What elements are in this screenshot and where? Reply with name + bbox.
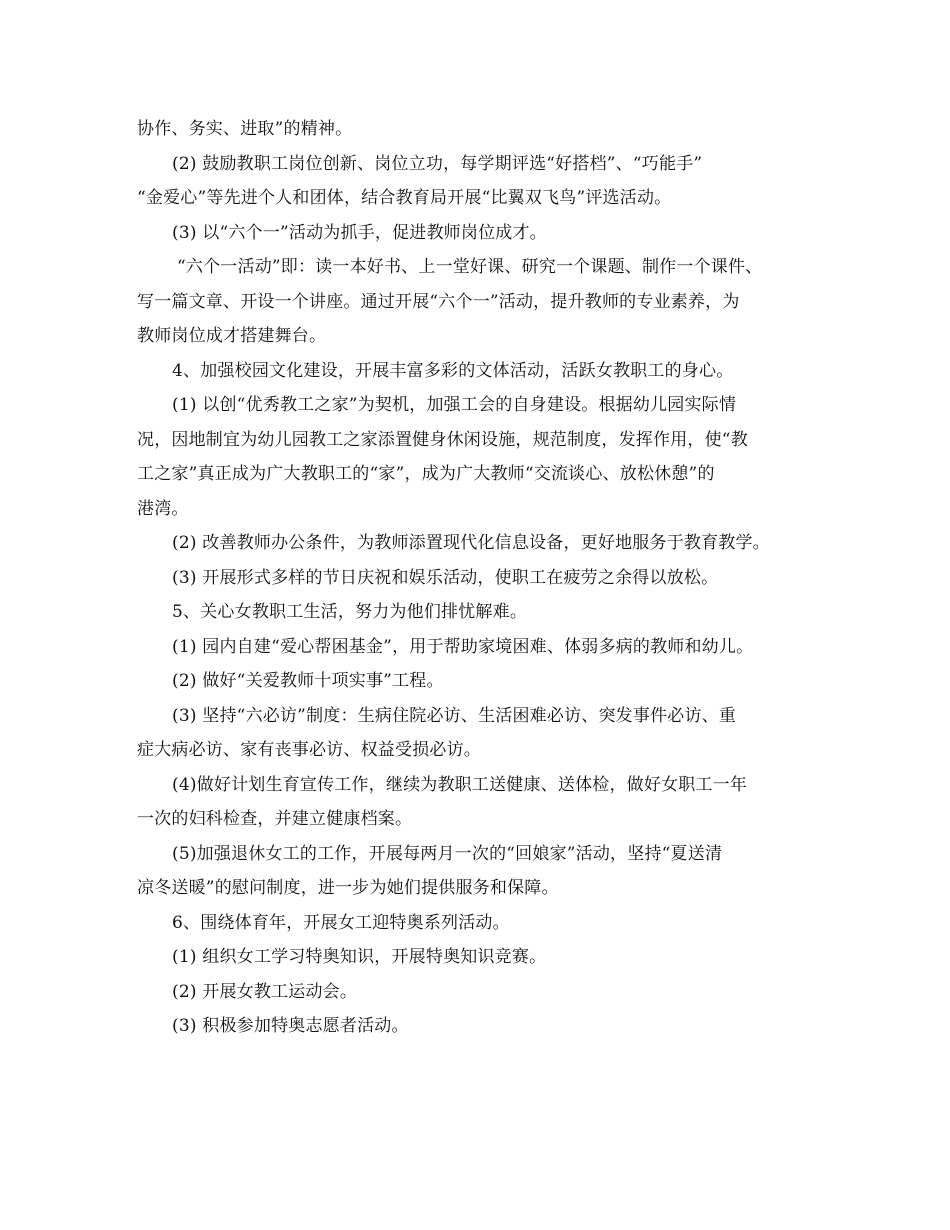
paragraph-line: 教师岗位成才搭建舞台。 [137,326,327,346]
paragraph-line: (3) 积极参加特奥志愿者活动。 [172,1016,409,1036]
paragraph-line: (2) 鼓励教职工岗位创新、岗位立功，每学期评选“好搭档”、“巧能手” [172,153,703,174]
paragraph-line: 写一篇文章、开设一个讲座。通过开展“六个一”活动，提升教师的专业素养，为 [137,291,740,312]
paragraph-line: (2) 开展女教工运动会。 [172,981,358,1002]
paragraph-line: 工之家”真正成为广大教职工的“家”，成为广大教师“交流谈心、放松休憩”的 [137,464,715,484]
paragraph-line: 协作、务实、进取”的精神。 [137,119,353,139]
paragraph-line: (3) 坚持“六必访”制度：生病住院必访、生活困难必访、突发事件必访、重 [172,705,737,726]
paragraph-line: (4)做好计划生育宣传工作，继续为教职工送健康、送体检，做好女职工一年 [172,774,748,795]
section-heading-line: 4、加强校园文化建设，开展丰富多彩的文体活动，活跃女教职工的身心。 [172,360,734,381]
section-heading-line: 5、关心女教职工生活，努力为他们排忧解难。 [172,602,528,622]
paragraph-line: (5)加强退休女工的工作，开展每两月一次的“回娘家”活动，坚持“夏送清 [172,843,723,864]
paragraph-line: (1) 以创“优秀教工之家”为契机，加强工会的自身建设。根据幼儿园实际情 [172,395,737,415]
paragraph-line: “金爱心”等先进个人和团体，结合教育局开展“比翼双飞鸟”评选活动。 [137,188,672,208]
paragraph-line: (3) 以“六个一”活动为抓手，促进教师岗位成才。 [172,222,547,243]
paragraph-line: 凉冬送暖”的慰问制度，进一步为她们提供服务和保障。 [137,878,559,898]
paragraph-line: 症大病必访、家有丧事必访、权益受损必访。 [137,740,481,760]
paragraph-line: (1) 组织女工学习特奥知识，开展特奥知识竞赛。 [172,947,547,967]
paragraph-line: 一次的妇科检查，并建立健康档案。 [137,809,413,829]
paragraph-line: (1) 园内自建“爱心帮困基金”，用于帮助家境困难、体弱多病的教师和幼儿。 [172,636,754,657]
paragraph-line: (2) 做好“关爱教师十项实事”工程。 [172,671,444,691]
paragraph-line: (3) 开展形式多样的节日庆祝和娱乐活动，使职工在疲劳之余得以放松。 [172,567,719,588]
paragraph-line: 况，因地制宜为幼儿园教工之家添置健身休闲设施，规范制度，发挥作用，使“教 [137,429,748,450]
paragraph-line: “六个一活动”即：读一本好书、上一堂好课、研究一个课题、制作一个课件、 [177,257,763,277]
document-body [137,112,827,1044]
section-heading-line: 6、围绕体育年，开展女工迎特奥系列活动。 [172,912,510,933]
paragraph-line: 港湾。 [137,498,189,519]
paragraph-line: (2) 改善教师办公条件，为教师添置现代化信息设备，更好地服务于教育教学。 [172,533,770,553]
